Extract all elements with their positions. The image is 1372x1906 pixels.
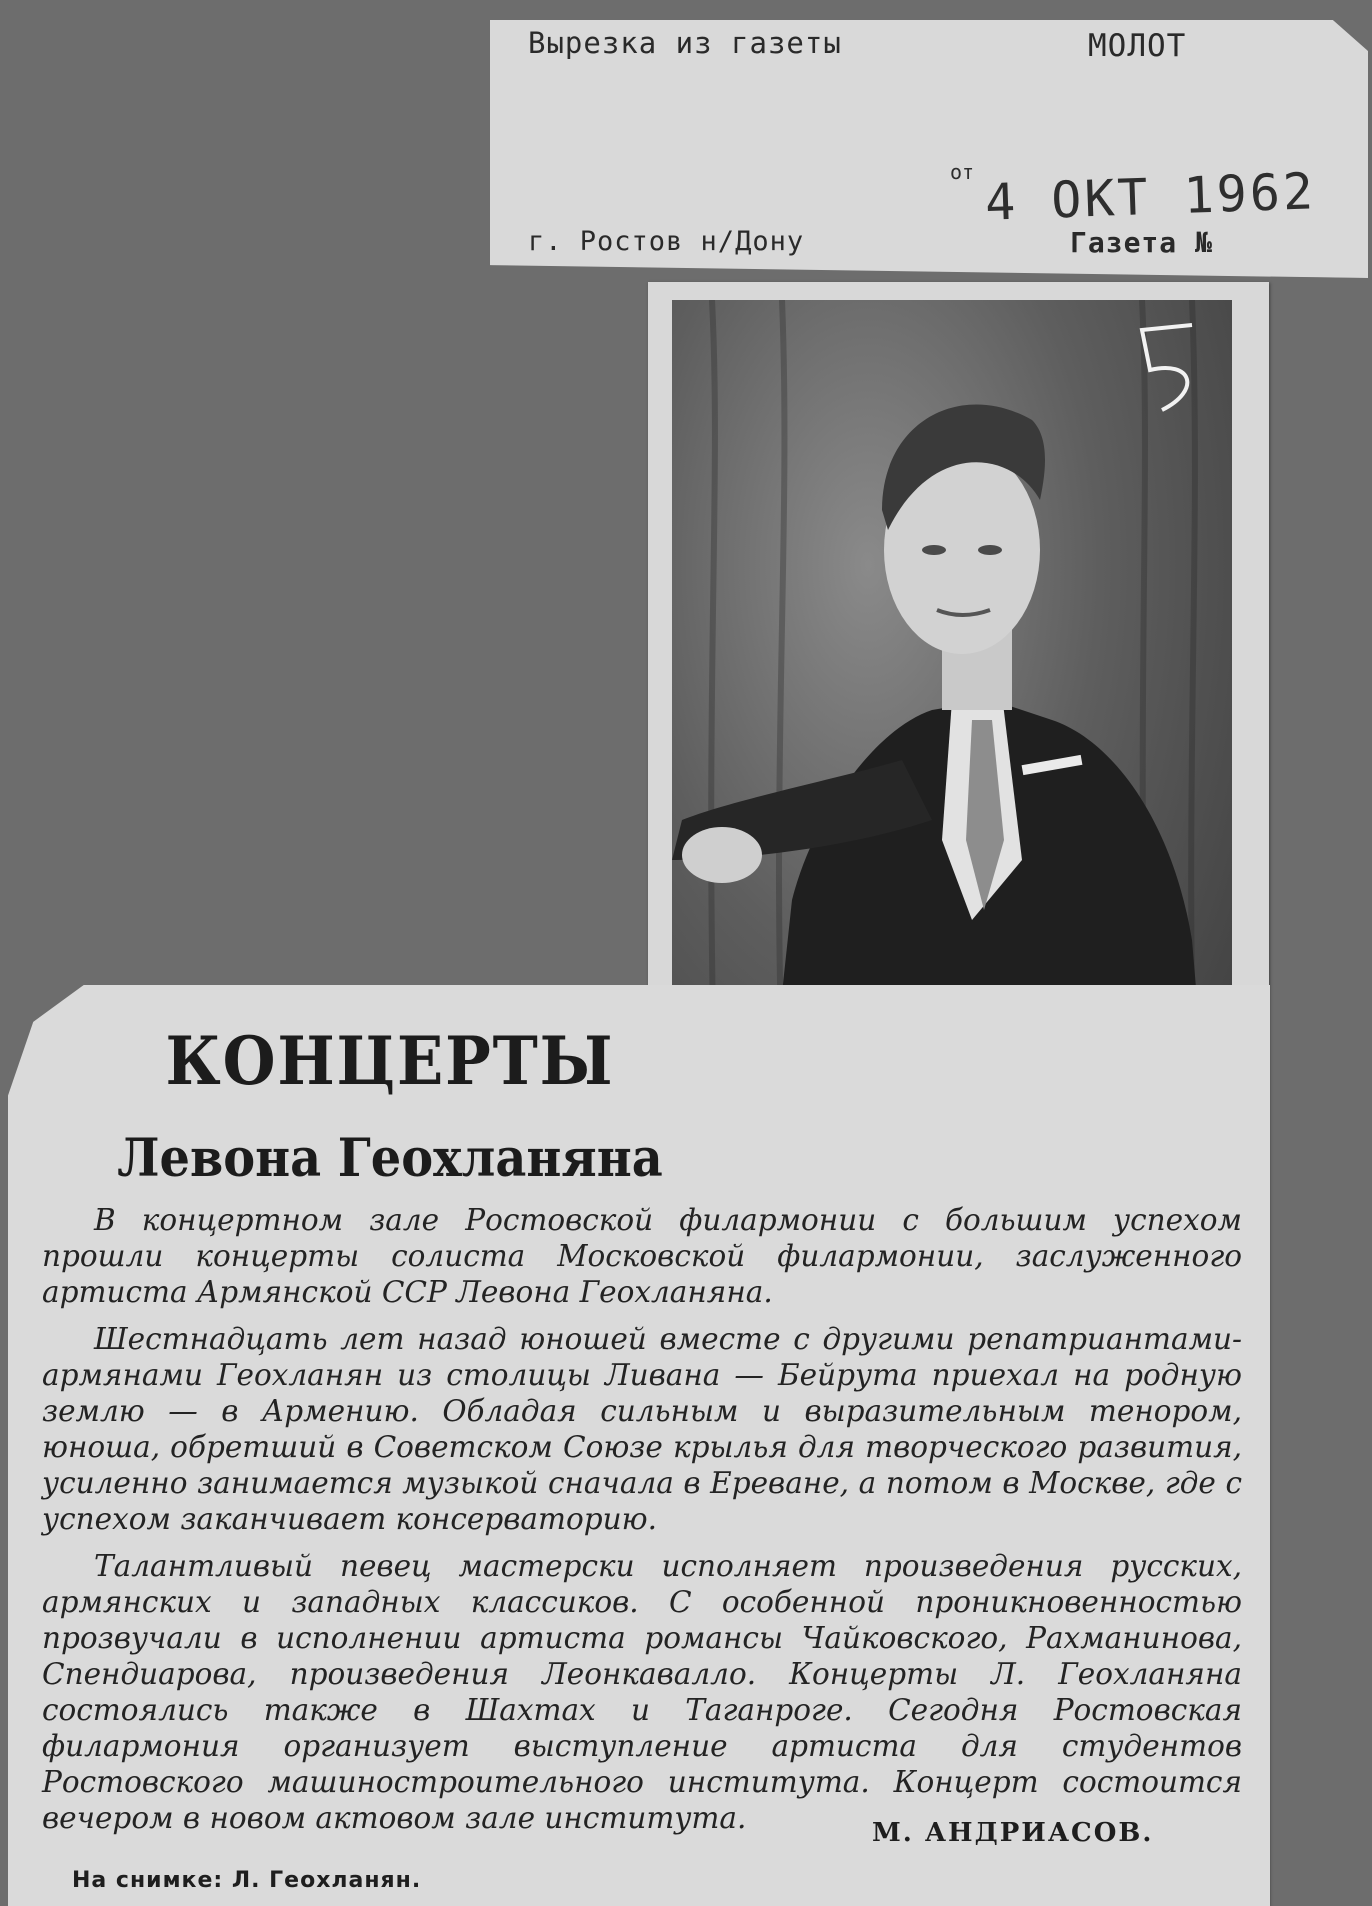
date-prefix: от	[950, 160, 975, 184]
source-label: Вырезка из газеты	[528, 26, 842, 60]
article-body	[42, 1202, 1242, 1847]
headline-main: КОНЦЕРТЫ	[165, 1022, 615, 1100]
article-paragraph-1: В концертном зале Ростовской филармонии с большим успехом прошли концерты солиста Московской филармонии, заслуженного артиста Армянской ССР Левона Геохланяна.	[42, 1203, 1242, 1309]
author-signature: М. АНДРИАСОВ.	[872, 1818, 1154, 1848]
date-stamp: 4 ОКТ 1962	[984, 162, 1317, 232]
photo-caption: На снимке: Л. Геохланян.	[72, 1868, 422, 1893]
headline-sub: Левона Геохланяна	[117, 1128, 663, 1189]
article-paragraph-3: Талантливый певец мастерски исполняет произведения русских, армянских и западных классиков. С особенной проникновенностью прозвучали в исполнении артиста романсы Чайковского, Рахманинова, Спендиарова, произведения Леонкавалло. Концерты Л. Геохланяна состоялись также в Шахтах и Таганроге. Сегодня Ростовская филармония организует выступление артиста для студентов Ростовского машиностроительного института. Концерт состоится вечером в новом актовом зале института.	[42, 1549, 1242, 1835]
city-label: г. Ростов н/Дону	[528, 226, 805, 257]
issue-label: Газета №	[1070, 226, 1213, 259]
newspaper-name: МОЛОТ	[1088, 28, 1187, 64]
article-paragraph-2: Шестнадцать лет назад юношей вместе с другими репатриантами-армянами Геохланян из столицы Ливана — Бейрута приехал на родную землю — в Армению. Обладая сильным и выразительным тенором, юноша, обретший в Советском Союзе крылья для творческого развития, усиленно занимается музыкой сначала в Ереване, а потом в Москве, где с успехом заканчивает консерваторию.	[42, 1322, 1242, 1536]
